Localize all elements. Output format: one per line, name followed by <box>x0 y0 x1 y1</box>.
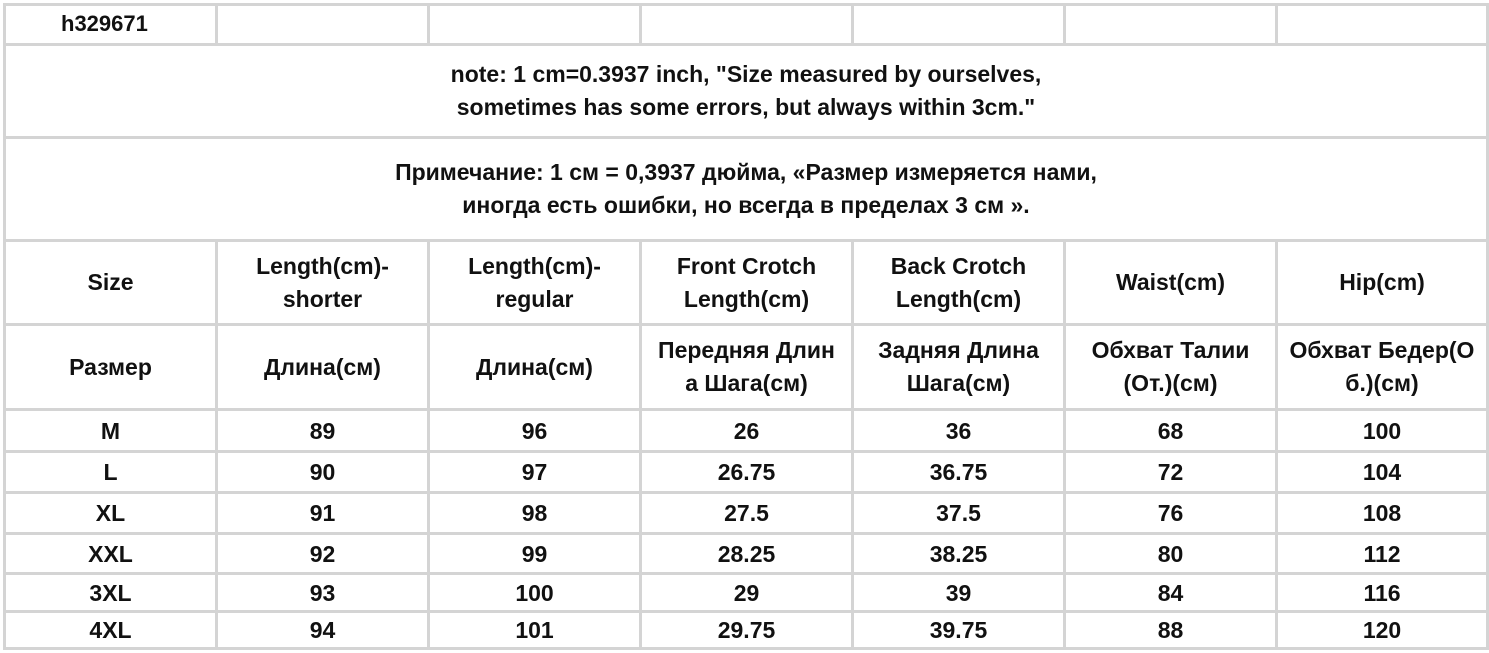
note-russian: Примечание: 1 см = 0,3937 дюйма, «Размер измеряется нами, иногда есть ошибки, но всегда в пределах 3 см ». <box>5 138 1488 241</box>
hip-cell: 104 <box>1277 452 1488 493</box>
size-chart-table <box>3 3 1489 650</box>
back-crotch-cell: 39 <box>853 574 1065 612</box>
waist-cell: 80 <box>1065 534 1277 574</box>
length-regular-cell: 99 <box>429 534 641 574</box>
table-row <box>5 534 1488 574</box>
header-cell-length-shorter: Length(cm)- shorter <box>217 241 429 325</box>
header-cell-length-regular: Length(cm)- regular <box>429 241 641 325</box>
back-crotch-cell: 37.5 <box>853 493 1065 534</box>
header-cell-hip: Hip(cm) <box>1277 241 1488 325</box>
size-cell: 4XL <box>5 612 217 649</box>
table-row <box>5 574 1488 612</box>
length-regular-cell: 98 <box>429 493 641 534</box>
length-shorter-cell: 94 <box>217 612 429 649</box>
waist-cell: 76 <box>1065 493 1277 534</box>
front-crotch-cell: 28.25 <box>641 534 853 574</box>
waist-cell: 68 <box>1065 410 1277 452</box>
size-cell: XL <box>5 493 217 534</box>
header-cell-back-crotch-ru: Задняя Длина Шага(см) <box>853 325 1065 410</box>
front-crotch-cell: 26 <box>641 410 853 452</box>
hip-cell: 112 <box>1277 534 1488 574</box>
length-shorter-cell: 92 <box>217 534 429 574</box>
table-row <box>5 612 1488 649</box>
note-english: note: 1 cm=0.3937 inch, "Size measured by ourselves, sometimes has some errors, but always within 3cm." <box>5 45 1488 138</box>
size-cell: L <box>5 452 217 493</box>
header-cell-front-crotch-ru: Передняя Длин а Шага(см) <box>641 325 853 410</box>
sku-row <box>5 5 1488 45</box>
back-crotch-cell: 38.25 <box>853 534 1065 574</box>
empty-cell <box>641 5 853 45</box>
length-shorter-cell: 91 <box>217 493 429 534</box>
header-cell-back-crotch: Back Crotch Length(cm) <box>853 241 1065 325</box>
waist-cell: 72 <box>1065 452 1277 493</box>
length-shorter-cell: 89 <box>217 410 429 452</box>
length-regular-cell: 97 <box>429 452 641 493</box>
hip-cell: 100 <box>1277 410 1488 452</box>
table-row <box>5 452 1488 493</box>
waist-cell: 84 <box>1065 574 1277 612</box>
empty-cell <box>217 5 429 45</box>
table-row <box>5 493 1488 534</box>
hip-cell: 120 <box>1277 612 1488 649</box>
note-english-row <box>5 45 1488 138</box>
front-crotch-cell: 29 <box>641 574 853 612</box>
length-regular-cell: 101 <box>429 612 641 649</box>
header-row-english <box>5 241 1488 325</box>
header-cell-size: Size <box>5 241 217 325</box>
header-cell-length-regular-ru: Длина(см) <box>429 325 641 410</box>
size-cell: 3XL <box>5 574 217 612</box>
size-cell: M <box>5 410 217 452</box>
waist-cell: 88 <box>1065 612 1277 649</box>
header-cell-hip-ru: Обхват Бедер(О б.)(см) <box>1277 325 1488 410</box>
empty-cell <box>1065 5 1277 45</box>
header-cell-waist-ru: Обхват Талии (От.)(см) <box>1065 325 1277 410</box>
length-shorter-cell: 90 <box>217 452 429 493</box>
length-regular-cell: 100 <box>429 574 641 612</box>
length-regular-cell: 96 <box>429 410 641 452</box>
back-crotch-cell: 36.75 <box>853 452 1065 493</box>
sku-cell: h329671 <box>5 5 217 45</box>
empty-cell <box>429 5 641 45</box>
front-crotch-cell: 29.75 <box>641 612 853 649</box>
hip-cell: 116 <box>1277 574 1488 612</box>
front-crotch-cell: 27.5 <box>641 493 853 534</box>
back-crotch-cell: 36 <box>853 410 1065 452</box>
header-cell-size-ru: Размер <box>5 325 217 410</box>
header-row-russian <box>5 325 1488 410</box>
back-crotch-cell: 39.75 <box>853 612 1065 649</box>
hip-cell: 108 <box>1277 493 1488 534</box>
empty-cell <box>853 5 1065 45</box>
table-row <box>5 410 1488 452</box>
size-cell: XXL <box>5 534 217 574</box>
empty-cell <box>1277 5 1488 45</box>
front-crotch-cell: 26.75 <box>641 452 853 493</box>
note-russian-row <box>5 138 1488 241</box>
header-cell-length-shorter-ru: Длина(см) <box>217 325 429 410</box>
header-cell-waist: Waist(cm) <box>1065 241 1277 325</box>
length-shorter-cell: 93 <box>217 574 429 612</box>
header-cell-front-crotch: Front Crotch Length(cm) <box>641 241 853 325</box>
